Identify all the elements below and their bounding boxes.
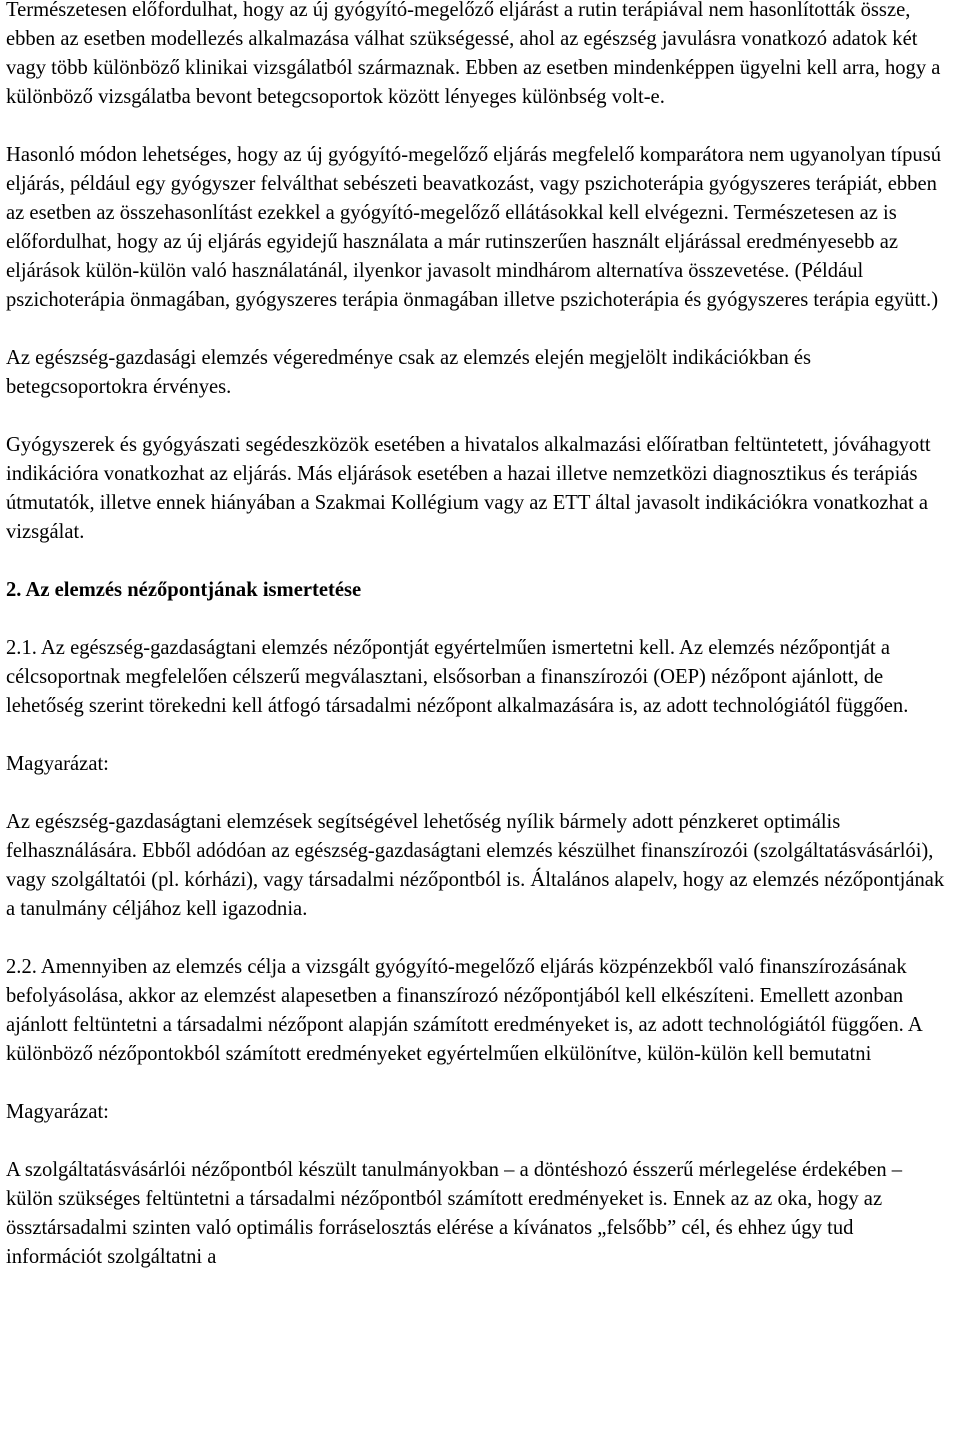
- document-page: [6, 0, 950, 1272]
- paragraph-indication: Gyógyszerek és gyógyászati segédeszközök esetében a hivatalos alkalmazási előíratban feltüntetett, jóváhagyott indikációra vonatkozhat az eljárás. Más eljárások esetében a hazai illetve nemzetközi diagnosztikus és terápiás útmutatók, illetve ennek hiányában a Szakmai Kollégium vagy az ETT által javasolt indikációkra vonatkozhat a vizsgálat.: [6, 434, 931, 543]
- paragraph-modelling: Természetesen előfordulhat, hogy az új gyógyító-megelőző eljárást a rutin terápiával nem hasonlították össze, ebben az esetben modellezés alkalmazása válhat szükségessé, ahol az egészség javulásra vonatkozó adatok két vagy több különböző klinikai vizsgálatból származnak. Ebben az esetben mindenképpen ügyelni kell arra, hogy a különböző vizsgálatba bevont betegcsoportok között lényeges különbség volt-e.: [6, 0, 941, 108]
- explanation-label-1: Magyarázat:: [6, 753, 109, 775]
- paragraph-2-1-explanation: Az egészség-gazdaságtani elemzések segítségével lehetőség nyílik bármely adott pénzkeret optimális felhasználására. Ebből adódóan az egészség-gazdaságtani elemzés készülhet finanszírozói (szolgáltatásvásárlói), vagy szolgáltatói (pl. kórházi), vagy társadalmi nézőpontból is. Általános alapelv, hogy az elemzés nézőpontjának a tanulmány céljához kell igazodnia.: [6, 811, 945, 920]
- section-heading-2: 2. Az elemzés nézőpontjának ismertetése: [6, 579, 362, 601]
- explanation-label-2: Magyarázat:: [6, 1101, 109, 1123]
- paragraph-comparator: Hasonló módon lehetséges, hogy az új gyógyító-megelőző eljárás megfelelő komparátora nem ugyanolyan típusú eljárás, például egy gyógyszer felválthat sebészeti beavatkozást, vagy pszichoterápia gyógyszeres terápiát, ebben az esetben az összehasonlítást ezekkel a gyógyító-megelőző ellátásokkal kell elvégezni. Természetesen az is előfordulhat, hogy az új eljárás egyidejű használata a már rutinszerűen használt eljárással eredményesebb az eljárások külön-külön való használatánál, ilyenkor javasolt mindhárom alternatíva összevetése. (Például pszichoterápia önmagában, gyógyszeres terápia önmagában illetve pszichoterápia és gyógyszeres terápia együtt.): [6, 144, 942, 311]
- paragraph-2-2-explanation: A szolgáltatásvásárlói nézőpontból készült tanulmányokban – a döntéshozó ésszerű mérlegelése érdekében – külön szükséges feltüntetni a társadalmi nézőpontból számított eredményeket is. Ennek az az oka, hogy az össztársadalmi szinten való optimális forráselosztás elérése a kívánatos „felsőbb” cél, és ehhez úgy tud információt szolgáltatni a: [6, 1159, 903, 1268]
- paragraph-2-1: 2.1. Az egészség-gazdaságtani elemzés nézőpontját egyértelműen ismertetni kell. Az elemzés nézőpontját a célcsoportnak megfelelően célszerű megválasztani, elsősorban a finanszírozói (OEP) nézőpont ajánlott, de lehetőség szerint törekedni kell átfogó társadalmi nézőpont alkalmazására is, az adott technológiától függően.: [6, 637, 909, 717]
- paragraph-2-2: 2.2. Amennyiben az elemzés célja a vizsgált gyógyító-megelőző eljárás közpénzekből való finanszírozásának befolyásolása, akkor az elemzést alapesetben a finanszírozó nézőpontjából kell elkészíteni. Emellett azonban ajánlott feltüntetni a társadalmi nézőpont alapján számított eredményeket is, az adott technológiától függően. A különböző nézőpontokból számított eredményeket egyértelműen elkülönítve, külön-külön kell bemutatni: [6, 956, 922, 1065]
- paragraph-validity: Az egészség-gazdasági elemzés végeredménye csak az elemzés elején megjelölt indikációkban és betegcsoportokra érvényes.: [6, 347, 812, 398]
